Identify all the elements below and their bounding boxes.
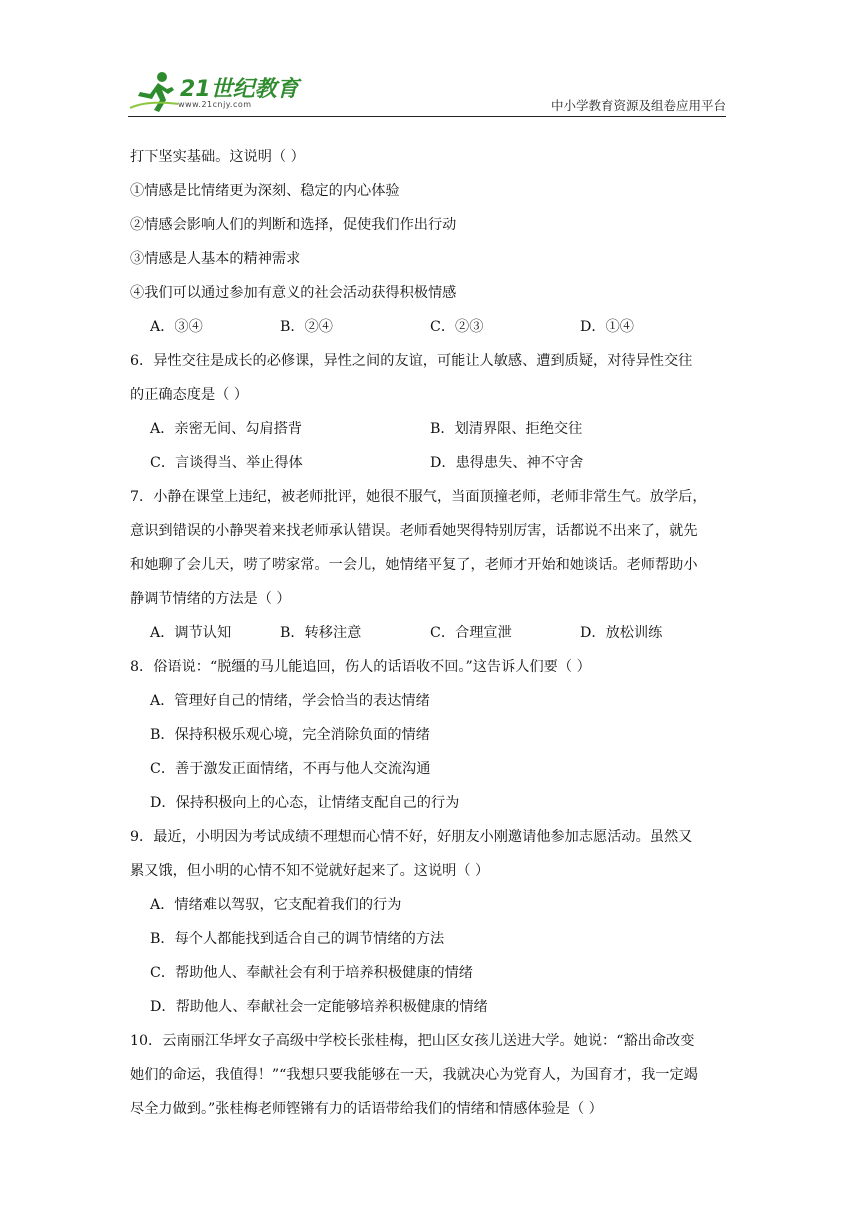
q5-options: [130, 310, 730, 344]
q6-stem-line-1: 6．异性交往是成长的必修课，异性之间的友谊，可能让人敏感、遭到质疑，对待异性交往: [130, 353, 693, 369]
q6-options-row-2: [130, 446, 730, 480]
q5-option-c[interactable]: C．②③: [430, 319, 484, 335]
q5-option-a[interactable]: A．③④: [150, 319, 203, 335]
q9-stem-line-2: 累又饿，但小明的心情不知不觉就好起来了。这说明（ ）: [130, 863, 490, 879]
q5-stem-tail: 打下坚实基础。这说明（ ）: [130, 149, 305, 165]
q6-option-d[interactable]: D．患得患失、神不守舍: [430, 455, 584, 471]
q10-stem-line-1: 10．云南丽江华坪女子高级中学校长张桂梅，把山区女孩儿送进大学。她说：“豁出命改变: [130, 1033, 695, 1049]
q6-option-b[interactable]: B．划清界限、拒绝交往: [430, 421, 583, 437]
q9-option-c[interactable]: C．帮助他人、奉献社会有利于培养积极健康的情绪: [150, 965, 473, 981]
q7-stem-line-3: 和她聊了会儿天，唠了唠家常。一会儿，她情绪平复了，老师才开始和她谈话。老师帮助小: [130, 557, 698, 573]
q9-option-d[interactable]: D．帮助他人、奉献社会一定能够培养积极健康的情绪: [150, 999, 488, 1015]
q5-option-d[interactable]: D．①④: [580, 319, 634, 335]
logo-url: www.21cnjy.com: [178, 100, 252, 109]
q8-option-c[interactable]: C．善于激发正面情绪，不再与他人交流沟通: [150, 761, 431, 777]
q7-stem-line-2: 意识到错误的小静哭着来找老师承认错误。老师看她哭得特别厉害，话都说不出来了，就先: [130, 523, 698, 539]
logo-text: 21世纪教育: [180, 77, 299, 102]
q8-stem: 8．俗语说：“脱缰的马儿能追回，伤人的话语收不回。”这告诉人们要（ ）: [130, 659, 591, 675]
page-header: [128, 66, 726, 118]
q9-stem-line-1: 9．最近，小明因为考试成绩不理想而心情不好，好朋友小刚邀请他参加志愿活动。虽然又: [130, 829, 693, 845]
question-content: [130, 140, 730, 1126]
q7-options: [130, 616, 730, 650]
q5-item-3: ③情感是人基本的精神需求: [130, 251, 301, 267]
running-man-logo-icon: [128, 70, 180, 114]
q7-option-b[interactable]: B．转移注意: [280, 625, 362, 641]
q6-options-row-1: [130, 412, 730, 446]
q7-option-d[interactable]: D．放松训练: [580, 625, 663, 641]
q5-option-b[interactable]: B．②④: [280, 319, 333, 335]
q7-option-a[interactable]: A．调节认知: [150, 625, 232, 641]
q8-option-a[interactable]: A．管理好自己的情绪，学会恰当的表达情绪: [150, 693, 430, 709]
q10-stem-line-2: 她们的命运，我值得！”“我想只要我能够在一天，我就决心为党育人，为国育才，我一定竭: [130, 1067, 698, 1083]
platform-label: 中小学教育资源及组卷应用平台: [550, 98, 726, 113]
q6-stem-line-2: 的正确态度是（ ）: [130, 387, 249, 403]
q7-stem-line-1: 7．小静在课堂上违纪，被老师批评，她很不服气，当面顶撞老师，老师非常生气。放学后，: [130, 489, 707, 505]
q5-item-1: ①情感是比情绪更为深刻、稳定的内心体验: [130, 183, 400, 199]
q5-item-2: ②情感会影响人们的判断和选择，促使我们作出行动: [130, 217, 457, 233]
q10-stem-line-3: 尽全力做到。”张桂梅老师铿锵有力的话语带给我们的情绪和情感体验是（ ）: [130, 1101, 603, 1117]
header-divider: [128, 116, 726, 117]
q6-option-a[interactable]: A．亲密无间、勾肩搭背: [150, 421, 303, 437]
q9-option-b[interactable]: B．每个人都能找到适合自己的调节情绪的方法: [150, 931, 445, 947]
logo: [128, 66, 308, 116]
q8-option-b[interactable]: B．保持积极乐观心境，完全消除负面的情绪: [150, 727, 430, 743]
q7-stem-line-4: 静调节情绪的方法是（ ）: [130, 591, 291, 607]
q7-option-c[interactable]: C．合理宣泄: [430, 625, 512, 641]
q8-option-d[interactable]: D．保持积极向上的心态，让情绪支配自己的行为: [150, 795, 460, 811]
q6-option-c[interactable]: C．言谈得当、举止得体: [150, 455, 303, 471]
q9-option-a[interactable]: A．情绪难以驾驭，它支配着我们的行为: [150, 897, 402, 913]
q5-item-4: ④我们可以通过参加有意义的社会活动获得积极情感: [130, 285, 457, 301]
